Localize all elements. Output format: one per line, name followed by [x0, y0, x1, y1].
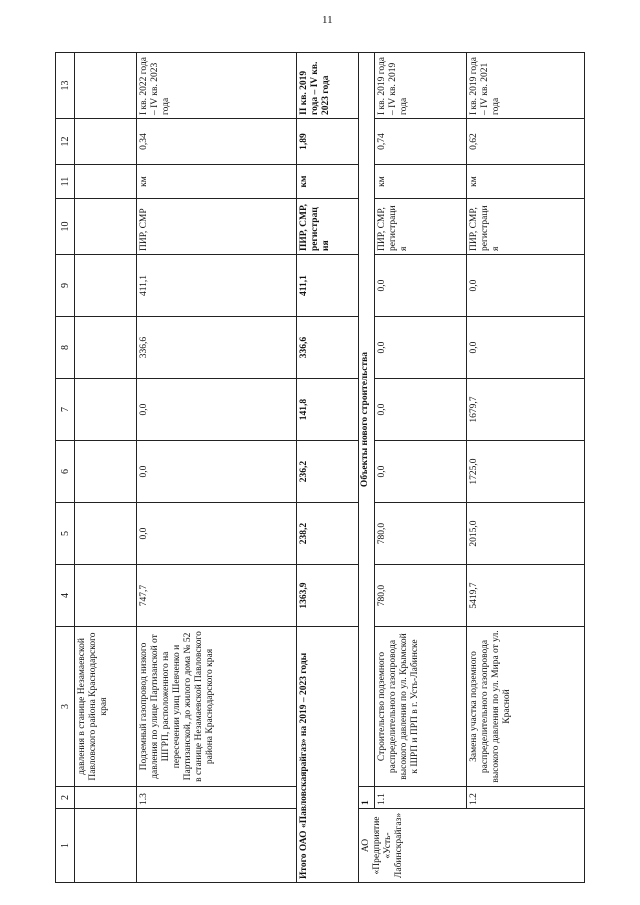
object-name: Подземный газопровод низкого давления по улице Партизанской от ШГРП, расположенного на пересечении улиц Шевченко и Партизанской, до жилого дома № 52 в станице Незамаевской Павловского района Краснодарского края: [137, 627, 297, 787]
org-cell: [137, 809, 297, 883]
org-cell: [75, 809, 137, 883]
column-number: 13: [56, 53, 75, 119]
total-value: 141,8: [297, 379, 359, 441]
total-value: км: [297, 165, 359, 199]
table-row: [137, 53, 297, 883]
cell-value: 0,34: [137, 119, 297, 165]
cell-value: 336,6: [137, 317, 297, 379]
item-number: 1.1: [375, 787, 467, 809]
item-number: 1.2: [467, 787, 585, 809]
section-row: [359, 53, 375, 883]
total-value: II кв. 2019 года – IV кв. 2023 года: [297, 53, 359, 119]
total-value: 236,2: [297, 441, 359, 503]
total-value: 1,89: [297, 119, 359, 165]
cell-value: 2015,0: [467, 503, 585, 565]
column-number: 5: [56, 503, 75, 565]
total-label: Итого ОАО «Павловскаярайгаз» на 2019 – 2023 годы: [297, 627, 359, 883]
column-number: 2: [56, 787, 75, 809]
object-name: Замена участка подземного распределительного газопровода высокого давления по ул. Мира от ул. Красной: [467, 627, 585, 787]
item-number: 1.3: [137, 787, 297, 809]
column-number-row: [56, 53, 75, 883]
cell-value: I кв. 2022 года – IV кв. 2023 года: [137, 53, 297, 119]
item-number: [75, 787, 137, 809]
org-cell: АО «Предприятие «Усть-Лабинскрайгаз»: [359, 809, 585, 883]
investment-program-table: [55, 52, 585, 883]
cell-value: км: [375, 165, 467, 199]
page-number: 11: [322, 14, 333, 26]
column-number: 3: [56, 627, 75, 787]
cell-value: 747,7: [137, 565, 297, 627]
cell-value: 0,0: [375, 317, 467, 379]
object-name: давления в станице Незамаевской Павловского района Краснодарского края: [75, 627, 137, 787]
cell-value: [75, 565, 137, 627]
rotated-table-container: [55, 53, 585, 883]
total-value: 238,2: [297, 503, 359, 565]
cell-value: 0,0: [137, 441, 297, 503]
total-row: [297, 53, 359, 883]
cell-value: [75, 503, 137, 565]
cell-value: 0,74: [375, 119, 467, 165]
cell-value: 0,62: [467, 119, 585, 165]
cell-value: 0,0: [375, 441, 467, 503]
table-row: [467, 53, 585, 883]
cell-value: [75, 255, 137, 317]
total-value: 336,6: [297, 317, 359, 379]
cell-value: ПИР, СМР: [137, 199, 297, 255]
total-value: 411,1: [297, 255, 359, 317]
object-name: Строительство подземного распределительного газопровода высокого давления по ул. Крымской к ШРП и ПРП в г. Усть-Лабинске: [375, 627, 467, 787]
cell-value: 411,1: [137, 255, 297, 317]
cell-value: I кв. 2019 года – IV кв. 2019 года: [375, 53, 467, 119]
cell-value: 0,0: [137, 379, 297, 441]
cell-value: 0,0: [375, 379, 467, 441]
cell-value: 1679,7: [467, 379, 585, 441]
column-number: 12: [56, 119, 75, 165]
cell-value: 0,0: [375, 255, 467, 317]
column-number: 8: [56, 317, 75, 379]
cell-value: ПИР, СМР, регистрация: [467, 199, 585, 255]
cell-value: 780,0: [375, 503, 467, 565]
section-title: Объекты нового строительства: [359, 53, 375, 787]
cell-value: ПИР, СМР, регистрация: [375, 199, 467, 255]
cell-value: [75, 379, 137, 441]
cell-value: [75, 441, 137, 503]
column-number: 9: [56, 255, 75, 317]
cell-value: [75, 317, 137, 379]
column-number: 7: [56, 379, 75, 441]
column-number: 6: [56, 441, 75, 503]
table-row: [375, 53, 467, 883]
table-row: [75, 53, 137, 883]
column-number: 4: [56, 565, 75, 627]
cell-value: 0,0: [467, 255, 585, 317]
cell-value: км: [467, 165, 585, 199]
column-number: 11: [56, 165, 75, 199]
cell-value: [75, 165, 137, 199]
total-value: ПИР, СМР, регистрация: [297, 199, 359, 255]
cell-value: 1725,0: [467, 441, 585, 503]
cell-value: [75, 53, 137, 119]
cell-value: [75, 199, 137, 255]
cell-value: I кв. 2019 года – IV кв. 2021 года: [467, 53, 585, 119]
cell-value: 0,0: [467, 317, 585, 379]
cell-value: 780,0: [375, 565, 467, 627]
cell-value: [75, 119, 137, 165]
column-number: 10: [56, 199, 75, 255]
cell-value: 5419,7: [467, 565, 585, 627]
cell-value: км: [137, 165, 297, 199]
cell-value: 0,0: [137, 503, 297, 565]
total-value: 1363,9: [297, 565, 359, 627]
column-number: 1: [56, 809, 75, 883]
section-number: 1: [359, 787, 375, 809]
